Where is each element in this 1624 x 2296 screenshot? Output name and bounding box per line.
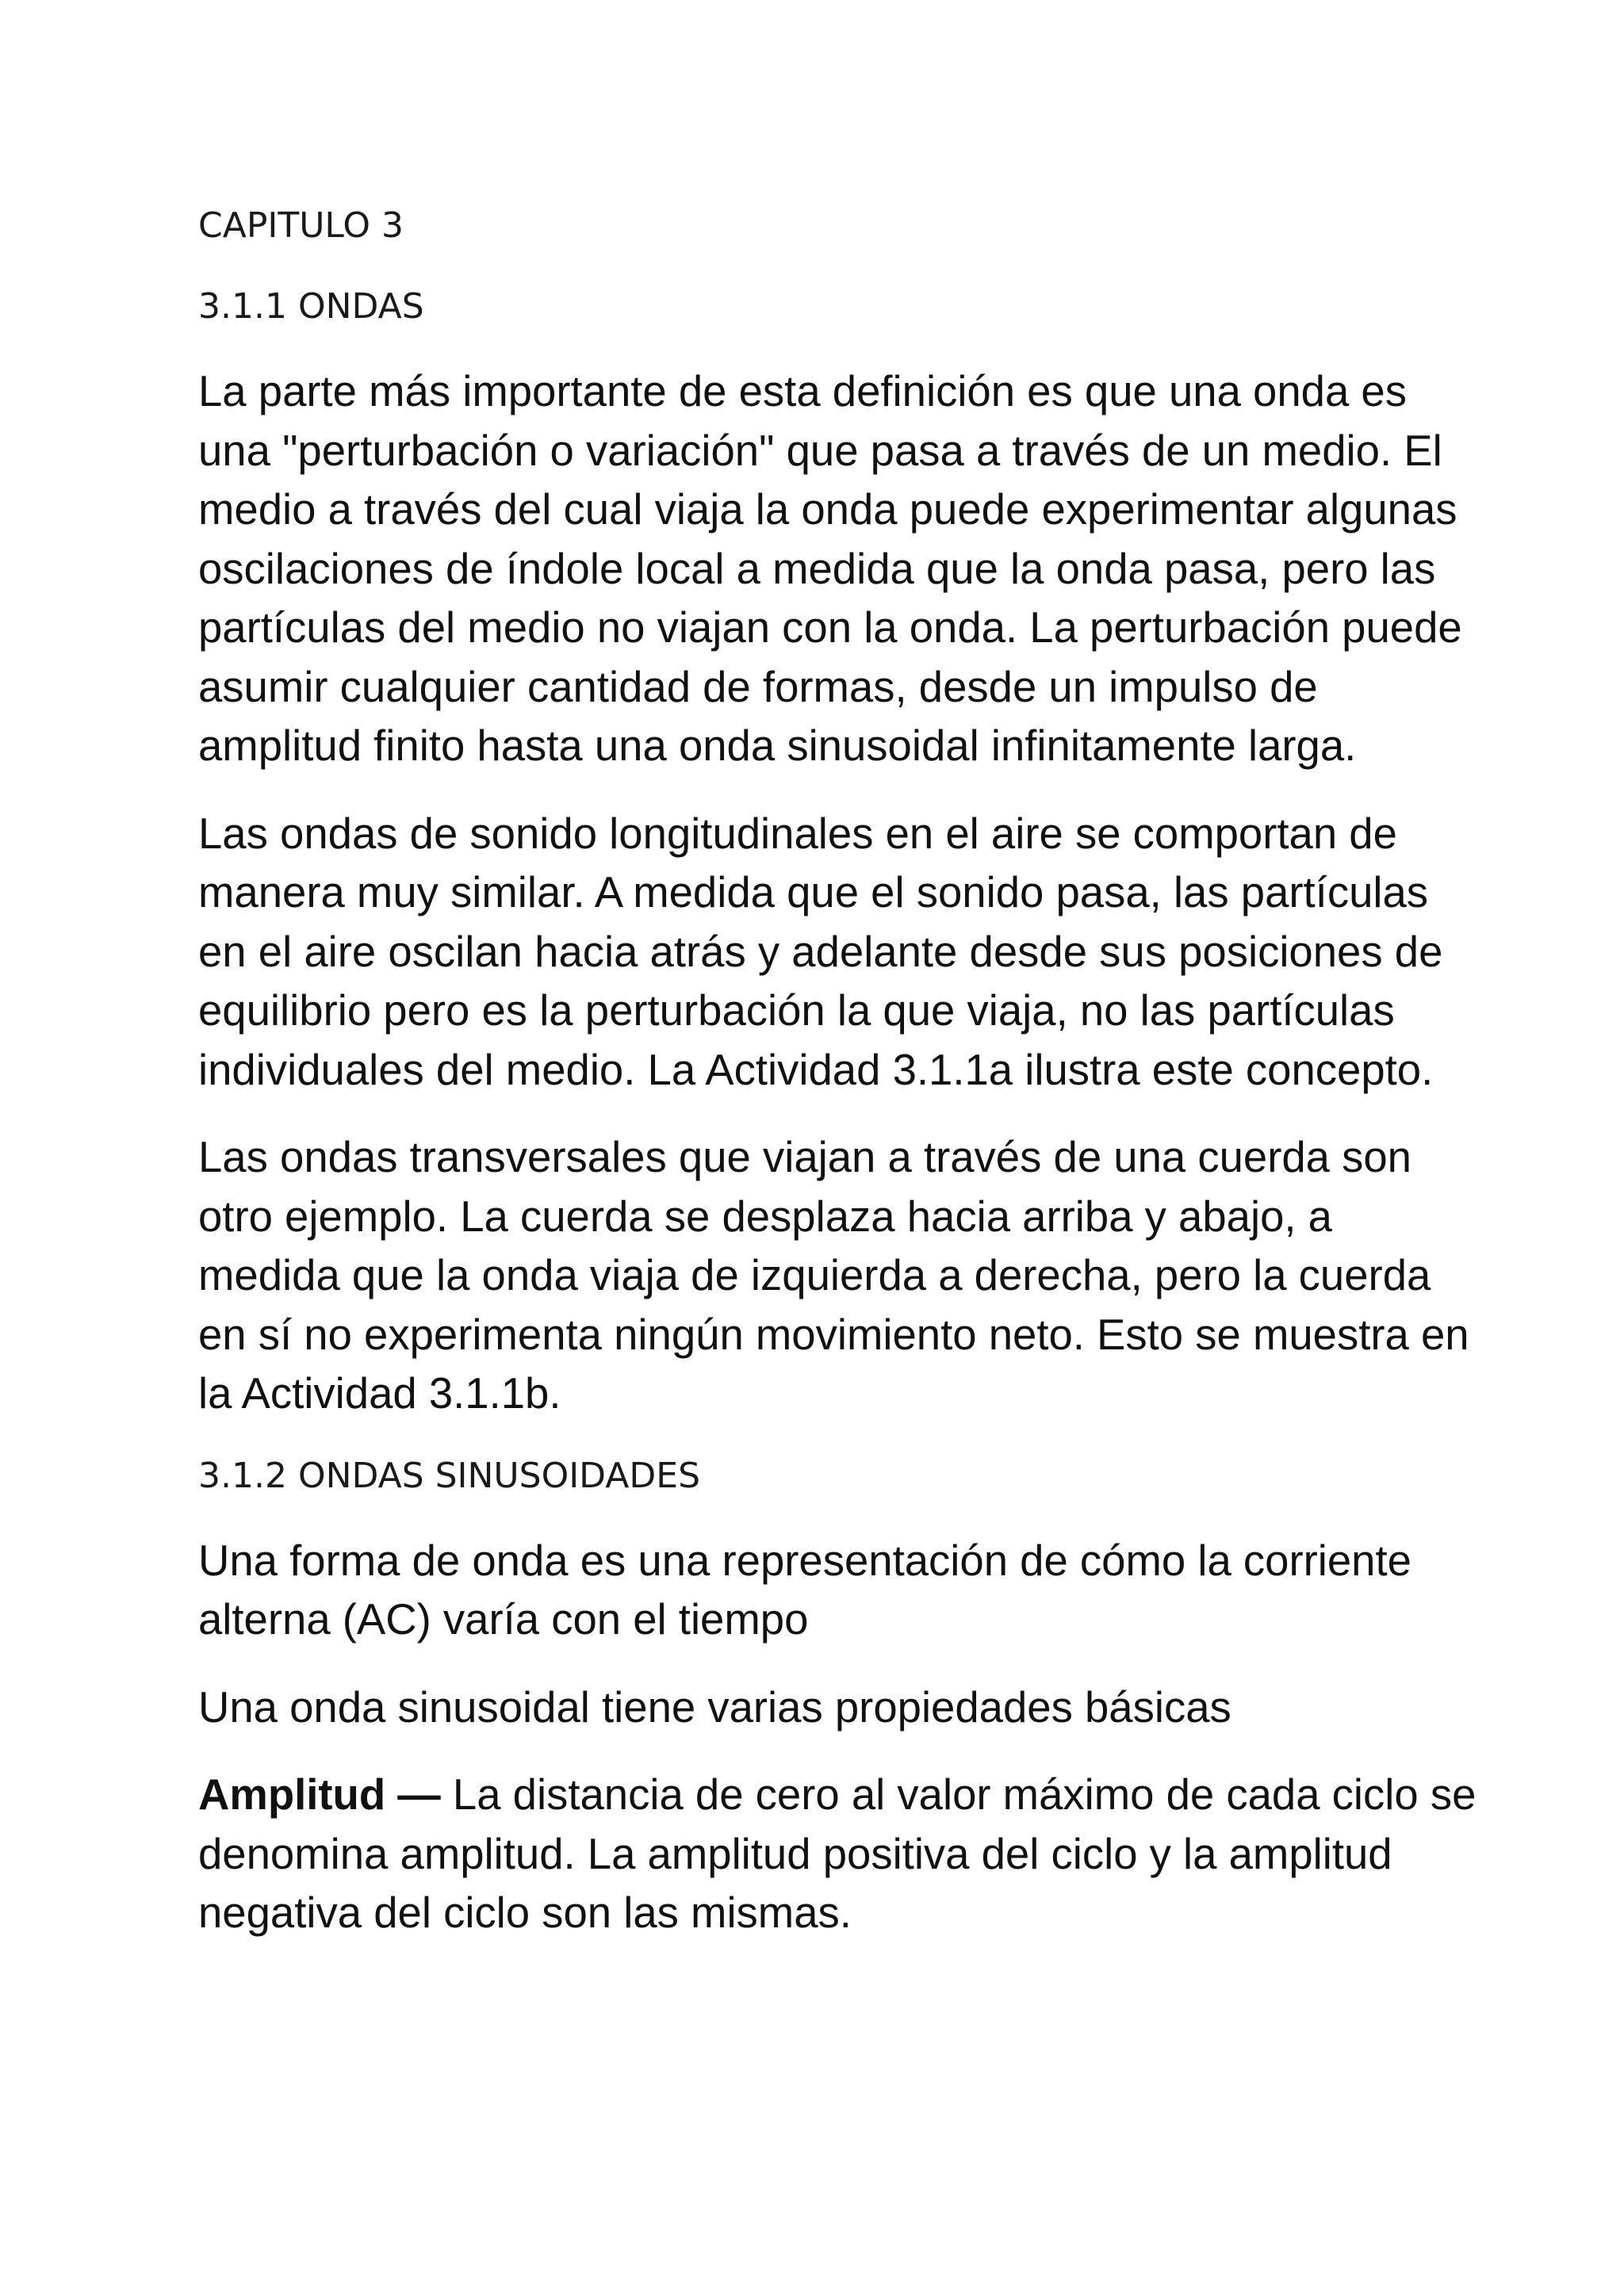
paragraph-sine-properties: Una onda sinusoidal tiene varias propiedades básicas xyxy=(198,1682,1231,1732)
amplitude-term: Amplitud — xyxy=(198,1770,441,1819)
paragraph-waveform: Una forma de onda es una representación de cómo la corriente alterna (AC) varía con el tiempo xyxy=(198,1536,1411,1644)
section-heading-ondas-sinusoidades: 3.1.2 ONDAS SINUSOIDADES xyxy=(198,1455,700,1496)
chapter-title: CAPITULO 3 xyxy=(198,205,404,246)
paragraph-longitudinal-waves: Las ondas de sonido longitudinales en el aire se comportan de manera muy similar. A medida que el sonido pasa, las partículas en el aire oscilan hacia atrás y adelante desde sus posiciones de equilibrio pero es la perturbación la que viaja, no las partículas individuales del medio. La Actividad 3.1.1a ilustra este concepto. xyxy=(198,809,1443,1094)
amplitude-definition: La distancia de cero al valor máximo de cada ciclo se denomina amplitud. La amplitud positiva del ciclo y la amplitud negativa del ciclo son las mismas. xyxy=(198,1770,1477,1937)
paragraph-definition: La parte más importante de esta definición es que una onda es una "perturbación o variación" que pasa a través de un medio. El medio a través del cual viaja la onda puede experimentar algunas oscilaciones de índole local a medida que la onda pasa, pero las partículas del medio no viajan con la onda. La perturbación puede asumir cualquier cantidad de formas, desde un impulso de amplitud finito hasta una onda sinusoidal infinitamente larga. xyxy=(198,367,1462,770)
paragraph-transverse-waves: Las ondas transversales que viajan a través de una cuerda son otro ejemplo. La cuerda se desplaza hacia arriba y abajo, a medida que la onda viaja de izquierda a derecha, pero la cuerda en sí no experimenta ningún movimiento neto. Esto se muestra en la Actividad 3.1.1b. xyxy=(198,1133,1469,1418)
paragraph-amplitude xyxy=(198,1766,1483,1943)
section-heading-ondas: 3.1.1 ONDAS xyxy=(198,286,424,327)
document-page xyxy=(198,202,1483,1972)
